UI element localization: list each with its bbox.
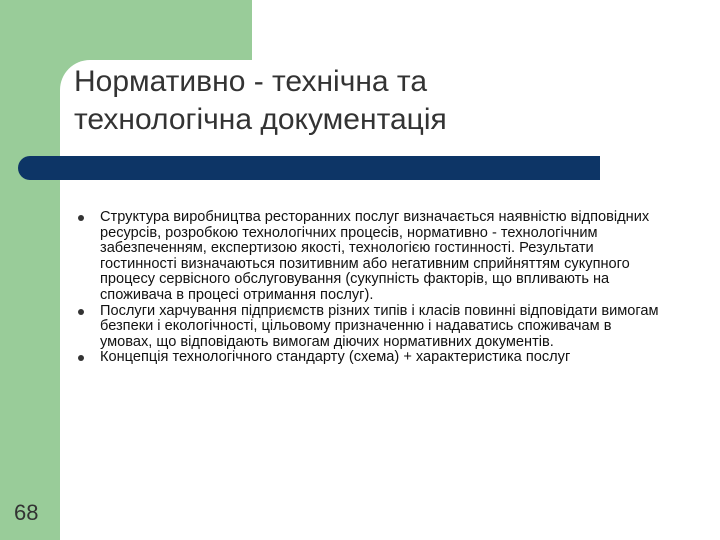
bullet-item xyxy=(76,304,666,351)
title-rule xyxy=(18,156,600,180)
page-number: 68 xyxy=(14,500,39,525)
bullet-dot-icon xyxy=(78,215,84,221)
bullet-dot-icon xyxy=(78,309,84,315)
bullet-text: Структура виробництва ресторанних послуг визначається наявністю відповідних ресурсів, розробкою технологічних процесів, нормативно - технологічним забезпеченням, експертизою якості, технологією гостинності. Результати гостинності визначаються позитивним або негативним сприйняттям сукупного процесу сервісного обслуговування (сукупність факторів, що впливають на споживача в процесі отримання послуг). xyxy=(100,209,650,303)
top-green-band xyxy=(60,0,252,60)
bullet-list xyxy=(76,210,666,366)
bullet-item xyxy=(76,210,666,304)
bullet-dot-icon xyxy=(78,355,84,361)
bullet-text: Концепція технологічного стандарту (схема) + характеристика послуг xyxy=(100,349,571,366)
bullet-text: Послуги харчування підприємств різних типів і класів повинні відповідати вимогам безпеки і екологічності, цільовому призначенню і надаватись споживачам в умовах, що відповідають вимогам діючих нормативних документів. xyxy=(100,302,659,350)
bullet-item xyxy=(76,350,666,366)
left-green-band xyxy=(0,0,60,540)
slide-title: Нормативно - технічна та технологічна документація xyxy=(74,65,447,136)
